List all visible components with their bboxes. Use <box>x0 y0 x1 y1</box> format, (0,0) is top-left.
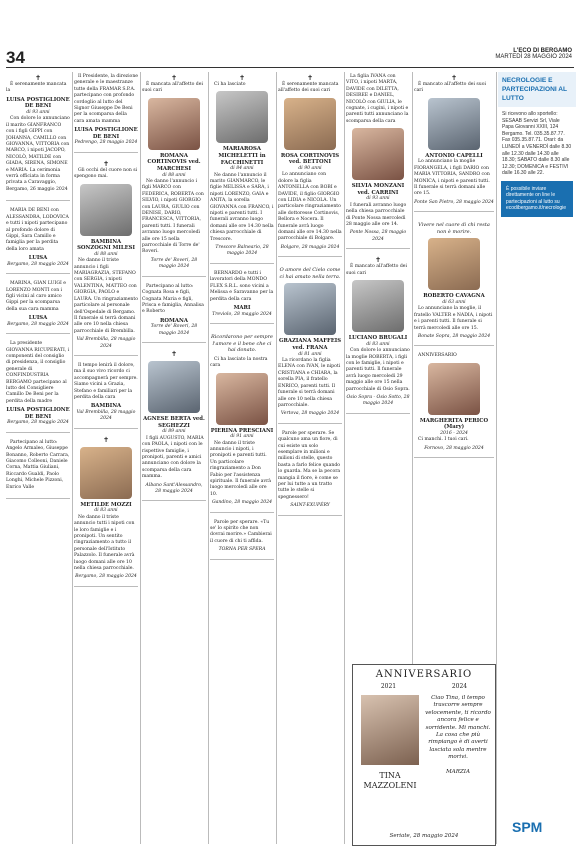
notice-age: di 81 anni <box>298 351 322 357</box>
notice-name: BAMBINA SONZOGNI MILESI <box>77 238 135 252</box>
anniversary-name: TINA MAZZOLENI <box>363 771 417 790</box>
notice-name: LUISA POSTIGLIONE DE BENI <box>6 96 70 110</box>
obituary-notice <box>74 434 138 587</box>
notice-body: Con dolore lo annunciano il marito GIANFRANCO con i figli GIPPI con JOHANNA, CAMILLO con GIOVANNA, VITTORIA con MARCO, i nipoti JACOPO, NICOLÒ, MATILDE con GIADA, SIRENA, SIMONE e MARIA. La cerimonia verrà officiata in forma privata a Caravaggio, Bergamo, 26 maggio 2024 <box>6 116 70 192</box>
portrait-photo <box>284 283 336 335</box>
notice-body: Ci manchi. I tuoi cari. <box>418 437 469 443</box>
notice-quote: Ricordarono per sempre l'amore e il bene che ci hai donato. <box>211 333 273 354</box>
notice-text: BERNARDO e tutti i lavoratori della MONDO FLEX S.R.L. sono vicini a Melissa e Saravanno per la perdita della cara <box>210 270 274 302</box>
portrait-photo <box>148 361 200 413</box>
obituary-notice <box>6 438 70 499</box>
notice-age: di 88 anni <box>94 251 118 257</box>
notice-text: Ci ha lasciato <box>214 82 246 87</box>
notice-cross: ✝ <box>171 350 177 359</box>
notice-name: MARI <box>233 304 251 311</box>
notice-text: È serenamente mancata la <box>6 82 67 94</box>
obituary-notice <box>346 254 410 413</box>
portrait-photo <box>352 128 404 180</box>
notice-place: Treviolo, 28 maggio 2024 <box>212 311 272 317</box>
notice-place: Val Brembilla, 28 maggio 2024 <box>76 409 136 422</box>
sidebar <box>498 72 576 844</box>
obituary-notice <box>278 72 342 257</box>
notice-age: di 63 anni <box>442 300 466 306</box>
obituary-notice <box>278 429 342 516</box>
portrait-photo <box>148 98 200 150</box>
obituary-notice <box>6 279 70 334</box>
obituary-notice <box>6 339 70 433</box>
notice-cross: ✝ <box>35 74 41 82</box>
publication-name: L'ECO DI BERGAMO <box>513 48 572 54</box>
portrait-photo <box>80 447 132 499</box>
obituary-notice <box>278 262 342 423</box>
notice-text: Il tempo lenirà il dolore, ma il suo vivo ricordo ci accompagnerà per sempre. Siamo vicini a Grazia, Stefano e familiari per la perdita della cara <box>74 362 138 400</box>
portrait-photo <box>352 280 404 332</box>
notice-place: Fornovo, 28 maggio 2024 <box>424 445 484 451</box>
anniversary-verse <box>425 695 491 776</box>
column-3 <box>210 72 274 844</box>
notice-place: Bolgare, 28 maggio 2024 <box>280 244 340 250</box>
notice-age: di 83 anni <box>94 508 118 514</box>
obituary-notice <box>142 348 206 501</box>
notice-age: di 93 anni <box>366 196 390 202</box>
notice-body: Lo annunciano la moglie, il fratello VALTER e NADIA, i nipoti e i parenti tutti. Il funerale si terrà mercoledì alle ore 15. <box>414 306 493 331</box>
notice-text: MARINA, GIAN LUIGI e LORENZO MONTI con i figli vicini al caro amico Gippi per la scomparsa della sua cara mamma <box>6 281 66 312</box>
notice-age: 2016 - 2024 <box>440 431 468 437</box>
obituary-notice <box>346 72 410 249</box>
notice-text: Parole per sperare. «Tu se' lo spirito che non dovrai morire.» Cambierai il cuore di chi ti affida. <box>210 519 272 544</box>
obituary-notice <box>74 72 138 153</box>
notice-place: SAINT-EXUPÉRY <box>290 503 330 509</box>
notice-place: Trescore Balneario, 28 maggio 2024 <box>215 245 269 257</box>
page-header <box>0 0 580 70</box>
notice-name: LUISA POSTIGLIONE DE BENI <box>6 407 70 420</box>
obituary-notice <box>210 518 274 560</box>
notice-cross: ✝ <box>375 256 381 265</box>
notice-quote: O amore del Cielo come ci hai amato nella terra. <box>279 267 341 280</box>
notice-name: LUISA <box>28 255 48 262</box>
notice-place: Val Brembilla, 28 maggio 2024 <box>76 337 136 349</box>
publication-info <box>495 48 572 60</box>
column-2 <box>142 72 206 844</box>
notice-body: Lo annunciano la moglie FIORANGELA, i figli DARIO con MARIA VITTORIA, SANDRO con MONICA, i nipoti e parenti tutti. Il funerale si terrà domani alle ore 15. <box>414 159 490 197</box>
notice-name: ANTONIO CAPELLI <box>425 152 483 159</box>
column-separator <box>496 72 497 844</box>
notice-body: Ne danno il triste annuncio i figli MARIAGRAZIA, STEFANO con SERGIA, i nipoti VALENTINA, MATTEO con GIORGIA, PAOLO e LAURA. Un ringraziamento particolare al personale dell'Ospedale di Bergamo. Il funerale si terrà domani alle ore 10 nella chiesa parrocchiale di Brembilla. <box>74 258 138 334</box>
sidebar-title: NECROLOGIE E PARTECIPAZIONI AL LUTTO <box>498 72 576 107</box>
column-separator <box>344 72 345 844</box>
notice-text: Ci ha lasciato la nostra cara <box>210 356 268 369</box>
notice-text: MARIA DE BENI con ALESSANDRA, LODOVICA e tutti i nipoti partecipano al profondo dolore di Gippi, Sara Camillo e famiglia per la perdita della loro amata <box>6 208 69 252</box>
notice-place: Albano Sant'Alessandro, 28 maggio 2024 <box>145 482 203 494</box>
obituary-notice <box>210 329 274 513</box>
notice-body: Ne danno l'annuncio il marito GIANMARCO, le figlie MELISSA e SARA, i nipoti LORENZO, GAIA e ANITA, la sorella GIOVANNA con FRANCO, i nipoti e parenti tutti. I funerali avranno luogo domani alle ore 14.30 nella chiesa parrocchiale di Trescore. <box>210 172 274 242</box>
anniversary-photo <box>361 695 419 765</box>
notice-body: I figli AUGUSTO, MARIA con PAOLA, i nipoti con le rispettive famiglie, i pronipoti, parenti e amici annunciano con dolore la scomparsa della cara mamma. <box>142 435 204 480</box>
publication-date: MARTEDÌ 28 MAGGIO 2024 <box>495 54 572 60</box>
notice-place: Ponte Nossa, 28 maggio 2024 <box>349 230 407 242</box>
notice-text: La figlia IVANA con VITO, i nipoti MARTA, DAVIDE con DILETTA, DESIREE e DANIEL, NICOLÒ con GIULIA, le cognate, i cugini, i nipoti e parenti tutti annunciano la scomparsa della cara <box>346 74 409 124</box>
notice-name: ROMANA CORTINOVIS ved. MARCHESI <box>147 152 201 172</box>
notice-cross: ✝ <box>171 74 177 82</box>
portrait-photo <box>428 238 480 290</box>
notice-name: MARGHERITA PERICO (Mary) <box>419 417 489 431</box>
header-rule <box>6 67 574 68</box>
notice-name: LUCIANO BRUGALI <box>348 335 408 342</box>
notice-text: Partecipano al lutto: Cognata Rosa e figli, Cognata Maria e figli, Prisca e famiglia, Annalisa e Roberto <box>142 283 204 315</box>
notice-name: METILDE MOZZI <box>80 501 132 508</box>
obituary-notice <box>142 72 206 277</box>
anniversary-title: ANNIVERSARIO <box>375 669 473 680</box>
notice-text: La presidente GIOVANNA RICUPERATI, i componenti del consiglio di presidenza, il consiglio generale di CONFINDUSTRIA BERGAMO partecipano al lutto del Consigliere Camillo De Beni per la perdita della madre <box>6 341 70 404</box>
obituary-notice <box>414 72 494 212</box>
portrait-photo <box>80 184 132 236</box>
column-separator <box>276 72 277 844</box>
notice-age: di 93 anni <box>26 110 50 115</box>
obituary-notice <box>74 158 138 356</box>
page-number: 34 <box>6 48 25 67</box>
column-1 <box>74 72 138 844</box>
obituary-notice <box>74 361 138 429</box>
notice-cross: ✝ <box>307 74 313 82</box>
notice-age: di 83 anni <box>366 341 390 347</box>
notice-cross: ✝ <box>103 435 109 444</box>
notice-name: LUISA POSTIGLIONE DE BENI <box>74 127 138 140</box>
obituary-notice <box>142 282 206 343</box>
sidebar-info: Si ricevono allo sportello: SESAAB Servizi Srl, Viale Papa Giovanni XXIII, 124 Bergamo. Tel. 035.35.87.77. Fax 035.35.87.71. Orari: da LUNEDÌ a VENERDÌ dalle 8.30 alle 12.30 dalle 14.30 alle 18.30; SABATO dalle 8.30 alle 12.30; DOMENICA e FESTIVI dalle 16.30 alle 22. <box>502 111 572 177</box>
notice-place: Vertova, 28 maggio 2024 <box>280 411 340 417</box>
column-4 <box>278 72 342 844</box>
notice-name: LUISA <box>28 315 48 322</box>
notice-place: Bergamo, 28 maggio 2024 <box>7 321 69 327</box>
notice-name: BAMBINA <box>90 403 122 410</box>
notice-place: Ponte San Pietro, 28 maggio 2024 <box>414 199 494 205</box>
notice-text: È mancata all'affetto dei suoi cari <box>142 82 203 94</box>
anniversary-date: Seriate, 28 maggio 2024 <box>389 833 459 839</box>
notice-place: Bergamo, 28 maggio 2024 <box>75 574 137 580</box>
notice-place: TORNA PER SPERA <box>218 547 266 553</box>
notice-name: ROMANA <box>160 317 188 324</box>
notice-text: Parole per sperare. Se qualcuno ama un fiore, di cui esiste un solo esemplare in milioni e milioni di stelle, questo basta a farlo felice quando lo guarda. Ma se la pecora mangia il fiore, è come se per lui tutte a un tratto tutte le stelle si spegnessero! <box>278 430 341 500</box>
notice-place: Osio Sopra - Osio Sotto, 28 maggio 2024 <box>346 394 410 407</box>
notice-age: di 91 anni <box>230 434 254 440</box>
notice-quote: Vivere nel cuore di chi resta non è morire. <box>418 222 490 235</box>
obituary-notice <box>414 351 494 458</box>
notice-place: Bergamo, 28 maggio 2024 <box>7 420 69 426</box>
notice-cross: ✝ <box>451 74 457 82</box>
notice-age: di 88 anni <box>162 172 186 178</box>
notice-text: È serenamente mancata all'affetto dei suoi cari <box>278 82 339 94</box>
notice-place: Gandino, 28 maggio 2024 <box>211 500 273 506</box>
spm-logo: SPM <box>512 819 543 835</box>
anniversary-years <box>353 683 495 690</box>
notice-name: ROBERTO CAVAGNA <box>423 293 485 300</box>
notice-place: Pedrengo, 28 maggio 2024 <box>74 140 138 146</box>
notice-name: AGNESE BERTA ved. SEGHEZZI <box>143 416 205 429</box>
notice-name: PIERINA PRESCIANI <box>210 427 274 434</box>
notice-name: MARIAROSA MICHELETTI in FACCHINETTI <box>218 146 266 166</box>
notice-name: GRAZIANA MAFFEIS ved. FRANA <box>278 338 342 352</box>
portrait-photo <box>428 98 480 150</box>
notice-text: Gli occhi del cuore non si spengono mai. <box>74 167 138 180</box>
notice-text: È mancato all'affetto dei suoi cari <box>346 264 407 276</box>
notice-place: Bergamo, 28 maggio 2024 <box>7 261 69 267</box>
anniversary-verse-text: Ciao Tina, il tempo trascorre sempre velocemente, ti ricordo ancora felice e sorridente. Mi manchi. La cosa che più rimpiango è di averti lasciata sola mentre morivi. <box>425 695 491 761</box>
portrait-photo <box>284 98 336 150</box>
column-separator <box>140 72 141 844</box>
notice-age: di 89 anni <box>162 429 186 435</box>
notice-text: ANNIVERSARIO <box>418 353 457 359</box>
obituary-notice <box>6 206 70 274</box>
column-5 <box>346 72 410 660</box>
anniversary-year-end: 2024 <box>451 683 468 690</box>
notice-text: Partecipano al lutto: Angelo Armaleo, Giuseppe Bonanno, Roberto Carrara, Giacomo Colleoni, Daniele Corna, Mattia Giuliani, Riccardo Gualdi, Paolo Longhi, Michele Pizzoni, Enrico Valle <box>6 439 70 490</box>
sidebar-online-box[interactable]: È possibile inviare direttamente on line le partecipazioni al lutto su ecodibergamo.it/necrologie <box>501 181 573 217</box>
portrait-photo <box>216 373 268 425</box>
anniversary-notice <box>352 664 496 846</box>
portrait-photo <box>428 363 480 415</box>
notice-place: Torre de' Roveri, 28 maggio 2024 <box>150 257 198 270</box>
column-0 <box>6 72 70 844</box>
notice-place: Torre de' Roveri, 28 maggio 2024 <box>150 324 198 336</box>
notice-body: Ne danno l'annuncio i figli MARCO con FEDERICA, ROBERTA con SILVIO, i nipoti GIORGIO con LAURA, GIULIO con DENISE, DARIO, FRANCESCA, VITTORIA, parenti tutti. I funerali avranno luogo mercoledì alle ore 15 nella parrocchiale di Torre de' Roveri. <box>142 179 204 255</box>
portrait-photo <box>216 91 268 143</box>
notice-name: ROSA CORTINOVIS ved. BETTONI <box>280 152 340 166</box>
notice-age: di 84 anni <box>230 166 254 172</box>
notice-name: SILVIA MONZANI ved. CARRINI <box>351 183 405 196</box>
notice-body: Lo annunciano con dolore la figlia ANTONELLA con BOBI e DAVIDE, il figlio GIORGIO con LIDIA e NICOLA. Un particolare ringraziamento alle dottoresse Cortinovis, Bellora e Nocera. Il funerale avrà luogo domani alle ore 14.30 nella parrocchiale di Bolgare. <box>278 172 342 242</box>
column-separator <box>208 72 209 844</box>
notice-body: Ne danno il triste annuncio tutti i nipoti con le loro famiglie e i pronipoti. Un sentito ringraziamento a tutto il personale dell'Istituto Palazzolo. Il funerale avrà luogo domani alle ore 10 nella chiesa parrocchiale. <box>74 514 135 572</box>
obituary-notice <box>210 269 274 324</box>
anniversary-year-start: 2021 <box>380 683 397 690</box>
notice-cross: ✝ <box>239 74 245 82</box>
notice-age: di 90 anni <box>298 166 322 171</box>
obituary-notice <box>6 72 70 201</box>
obituary-notice <box>414 217 494 346</box>
notice-place: Bonate Sopra, 28 maggio 2024 <box>417 334 491 340</box>
notice-body: La ricordano la figlia ELENA con IVAN, le nipoti CRISTIANA e CHIARA, la sorella PIA, il fratello ENRICO, parenti tutti. Il funerale si terrà domani alle ore 10 nella chiesa parrocchiale. <box>278 358 341 408</box>
notice-body: Ne danno il triste annuncio i nipoti, i pronipoti e parenti tutti. Un particolare ringraziamento a Don Fabio per l'assistenza spirituale. Il funerale avrà luogo mercoledì alle ore 10. <box>210 440 272 497</box>
notice-body: Con dolore lo annunciano la moglie ROBERTA, i figli con le famiglie, i nipoti e parenti tutti. Il funerale avrà luogo mercoledì 29 maggio alle ore 15 nella parrocchiale di Osio Sopra. <box>346 348 410 392</box>
notice-body: I funerali avranno luogo nella chiesa parrocchiale di Ponte Nossa mercoledì 28 maggio alle ore 14. <box>346 202 407 228</box>
anniversary-signature: MARZIA <box>445 769 471 776</box>
notice-cross: ✝ <box>103 159 109 168</box>
column-separator <box>72 72 73 844</box>
notice-text: È mancato all'affetto dei suoi cari <box>414 82 486 94</box>
obituary-notice <box>210 72 274 264</box>
notice-text: Il Presidente, la direzione generale e le maestranze tutte della FRAMAR S.P.A. partecipano con profondo cordoglio al lutto del Signor Giuseppe De Beni per la scomparsa della cara amata mamma <box>74 74 138 124</box>
